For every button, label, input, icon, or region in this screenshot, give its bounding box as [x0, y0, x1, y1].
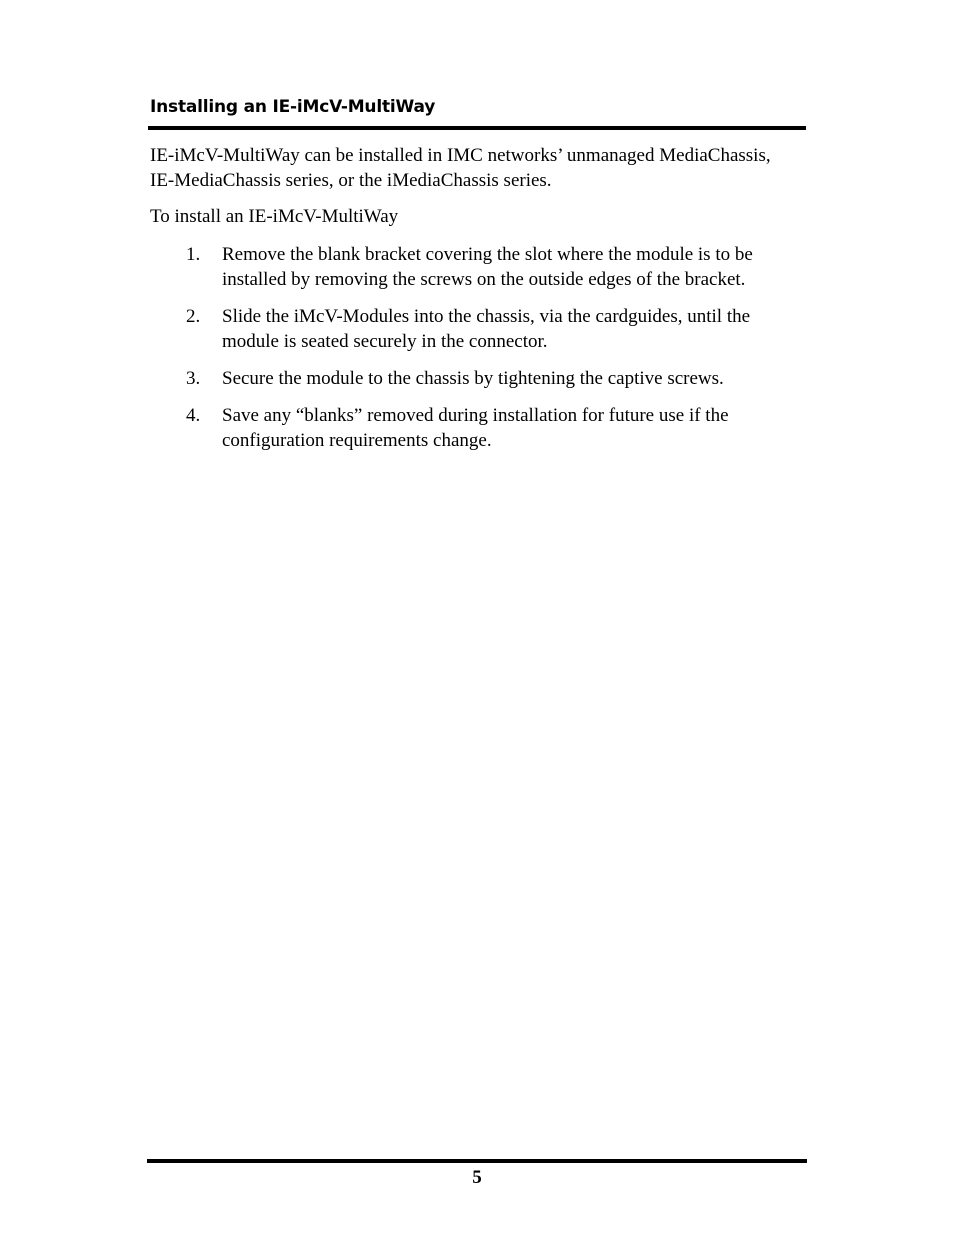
- list-item: [150, 403, 790, 453]
- step-text: Remove the blank bracket covering the slot where the module is to be installed by removing the screws on the outside edges of the bracket.: [222, 244, 753, 290]
- step-number: 4.: [186, 405, 201, 426]
- step-number: 3.: [186, 368, 201, 389]
- step-text: Secure the module to the chassis by tightening the captive screws.: [222, 368, 724, 389]
- procedure-lead: To install an IE-iMcV-MultiWay: [150, 206, 399, 227]
- list-item: [150, 304, 790, 354]
- title-divider: [148, 126, 806, 130]
- section-title: Installing an IE-iMcV-MultiWay: [150, 97, 436, 117]
- step-text: Slide the iMcV-Modules into the chassis, via the cardguides, until the module is seated securely in the connector.: [222, 306, 751, 352]
- step-text: Save any “blanks” removed during installation for future use if the configuration requirements change.: [222, 405, 729, 451]
- intro-paragraph: IE-iMcV-MultiWay can be installed in IMC networks’ unmanaged MediaChassis, IE-MediaChassis series, or the iMediaChassis series.: [150, 145, 771, 191]
- step-number: 1.: [186, 244, 201, 265]
- list-item: [150, 366, 790, 391]
- installation-steps-list: [150, 242, 790, 465]
- list-item: [150, 242, 790, 292]
- page-number: 5: [472, 1167, 482, 1188]
- step-number: 2.: [186, 306, 201, 327]
- footer-divider: [147, 1159, 807, 1163]
